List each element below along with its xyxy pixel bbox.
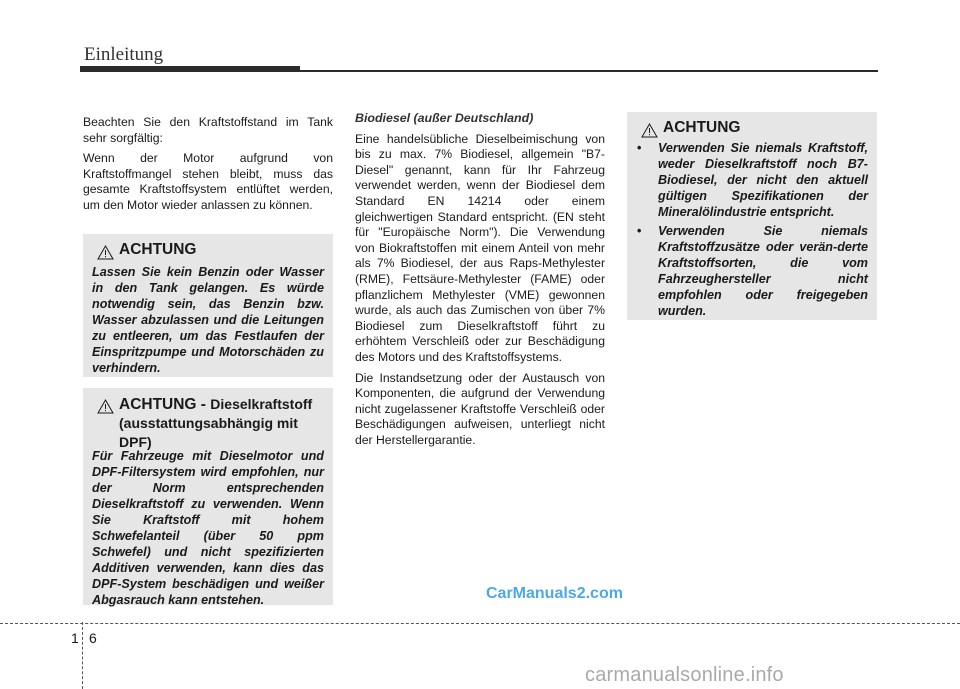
column-left (83, 115, 333, 219)
warning-title-main: ACHTUNG - (119, 396, 206, 413)
footer-site-link[interactable]: carmanualsonline.info (585, 664, 784, 686)
paragraph: Wenn der Motor aufgrund von Kraftstoffmangel stehen bleibt, muss das gesamte Kraftstoffsystem entlüftet werden, um den Motor wieder anlassen zu können. (83, 151, 333, 212)
warning-header (97, 241, 323, 259)
footer-vertical-divider (82, 622, 83, 689)
watermark-link[interactable]: CarManuals2.com (486, 585, 623, 602)
list-item: • Verwenden Sie niemals Kraftstoff, weder Dieselkraftstoff noch B7-Biodiesel, der nicht den aktuell gültigen Spezifikationen der Mineralölindustrie entspricht. (636, 140, 868, 220)
chapter-number: 1 (71, 630, 79, 646)
column-middle (355, 111, 605, 453)
page-title: Einleitung (84, 44, 164, 65)
header-rule-thick (80, 66, 300, 72)
section-heading-biodiesel: Biodiesel (außer Deutschland) (355, 111, 534, 125)
warning-title: ACHTUNG (119, 241, 197, 258)
warning-header (97, 395, 323, 452)
list-item: • Verwenden Sie niemals Kraftstoffzusätze oder verän-derte Kraftstoffsorten, die vom Fahrzeughersteller nicht empfohlen oder freigegeben wurden. (636, 223, 868, 319)
warning-header (641, 119, 867, 137)
warning-subtitle: Dieselkraftstoff (ausstattungsabhängig mit DPF) (119, 396, 313, 450)
warning-triangle-icon (97, 245, 114, 260)
header-rule-thin (300, 70, 878, 72)
warning-text: Lassen Sie kein Benzin oder Wasser in den Tank gelangen. Es würde notwendig sein, das Benzin bzw. Wasser abzulassen und die Leitungen zu entleeren, um das Festlaufen der Einspritzpumpe und Motorschäden zu verhindern. (92, 265, 324, 375)
warning-text: Für Fahrzeuge mit Dieselmotor und DPF-Filtersystem wird empfohlen, nur der Norm entsprechenden Dieselkraftstoff zu verwenden. Wenn Sie Kraftstoff mit hohem Schwefelanteil (über 50 ppm Schwefel) und nicht spezifizierten Additiven verwenden, kann dies das DPF-System beschädigen und weißer Abgasrauch kann entstehen. (92, 449, 324, 607)
footer-divider (0, 623, 960, 624)
page-number: 6 (89, 630, 97, 646)
warning-box-diesel (83, 388, 333, 605)
paragraph: Eine handelsübliche Dieselbeimischung von bis zu max. 7% Biodiesel, allgemein "B7-Diesel" genannt, kann für Ihr Fahrzeug verwendet werden, wenn der Biodiesel dem Standard EN 14214 oder einem gleichwertigen Standard entspricht. (EN steht für "Europäische Norm"). Die Verwendung von Biokraftstoffen mit einem Anteil von mehr als 7% Biodiesel, der aus Raps-Methylester (RME), Fettsäure-Methylester (FAME) oder pflanzlichem Methylester (VME) gewonnen wurde, als auch das Zumischen von über 7% Biodiesel zum Dieselkraftstoff führt zu erhöhtem Verschleiß oder zur Beschädigung des Motors und des Kraftstoffsystems. (355, 131, 605, 364)
warning-triangle-icon (641, 123, 658, 138)
warning-triangle-icon (97, 399, 114, 414)
paragraph: Beachten Sie den Kraftstoffstand im Tank sehr sorgfältig: (83, 115, 333, 145)
warning-title: ACHTUNG (663, 119, 741, 136)
warning-title (119, 395, 323, 452)
warning-box-fuel (83, 234, 333, 377)
warning-box-biodiesel (627, 112, 877, 320)
warning-list (636, 140, 868, 322)
paragraph: Die Instandsetzung oder der Austausch von Komponenten, die aufgrund der Verwendung nicht zugelassener Kraftstoffe Verschleiß oder Beschädigungen aufweisen, unterliegt nicht der Herstellergarantie. (355, 370, 605, 447)
